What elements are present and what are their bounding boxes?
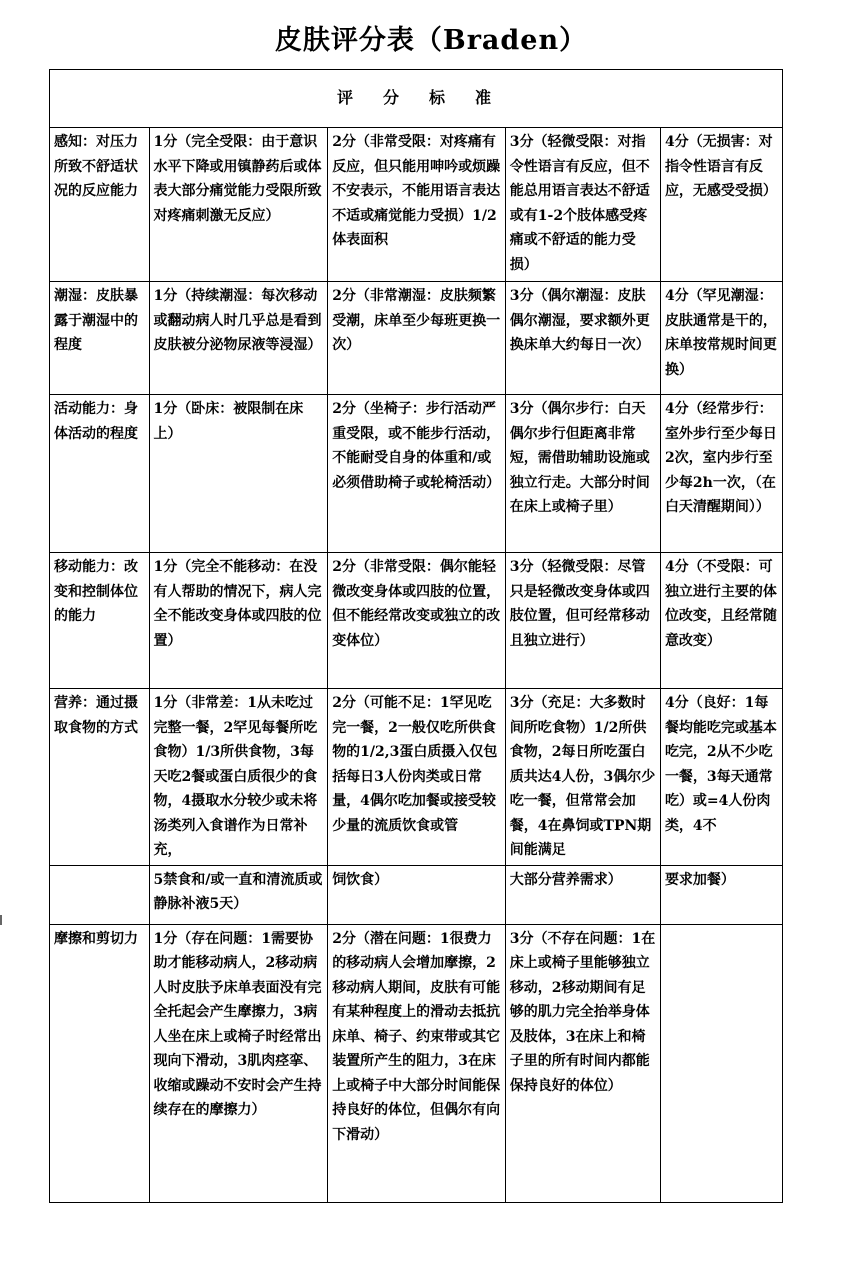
score-1-cell: 1分（完全不能移动：在没有人帮助的情况下，病人完全不能改变身体或四肢的位置） xyxy=(149,553,328,689)
table-row xyxy=(50,924,783,1202)
score-2-cell: 2分（可能不足：1罕见吃完一餐，2一般仅吃所供食物的1/2,3蛋白质摄入仅包括每日3人份肉类或日常量，4偶尔吃加餐或接受较少量的流质饮食或管 xyxy=(328,689,506,866)
row-category: 活动能力：身体活动的程度 xyxy=(50,395,150,553)
score-4-cell: 4分（经常步行：室外步行至少每日2次，室内步行至少每2h一次，（在白天清醒期间）） xyxy=(660,395,782,553)
table-row xyxy=(50,553,783,689)
margin-mark xyxy=(0,915,2,925)
score-3-cell: 3分（轻微受限：尽管只是轻微改变身体或四肢位置，但可经常移动且独立进行） xyxy=(505,553,660,689)
score-3-cell: 3分（不存在问题：1在床上或椅子里能够独立移动，2移动期间有足够的肌力完全抬举身体及肢体，3在床上和椅子里的所有时间内都能保持良好的体位） xyxy=(505,924,660,1202)
row-category: 摩擦和剪切力 xyxy=(50,924,150,1202)
score-4-cell xyxy=(660,924,782,1202)
score-1-cell: 5禁食和/或一直和清流质或静脉补液5天） xyxy=(149,865,328,924)
score-1-cell: 1分（非常差：1从未吃过完整一餐，2罕见每餐所吃食物）1/3所供食物，3每天吃2餐或蛋白质很少的食物，4摄取水分较少或未将汤类列入食谱作为日常补充， xyxy=(149,689,328,866)
table-row xyxy=(50,865,783,924)
score-4-cell: 4分（良好：1每餐均能吃完或基本吃完，2从不少吃一餐，3每天通常吃）或=4人份肉类，4不 xyxy=(660,689,782,866)
score-3-cell: 3分（轻微受限：对指令性语言有反应，但不能总用语言表达不舒适或有1-2个肢体感受疼痛或不舒适的能力受损） xyxy=(505,128,660,282)
score-3-cell: 大部分营养需求） xyxy=(505,865,660,924)
score-1-cell: 1分（完全受限：由于意识水平下降或用镇静药后或体表大部分痛觉能力受限所致对疼痛刺激无反应） xyxy=(149,128,328,282)
score-3-cell: 3分（偶尔潮湿：皮肤偶尔潮湿，要求额外更换床单大约每日一次） xyxy=(505,282,660,395)
row-category: 营养：通过摄取食物的方式 xyxy=(50,689,150,866)
table-row xyxy=(50,689,783,866)
score-1-cell: 1分（卧床：被限制在床上） xyxy=(149,395,328,553)
score-2-cell: 2分（非常潮湿：皮肤频繁受潮，床单至少每班更换一次） xyxy=(328,282,506,395)
row-category: 潮湿：皮肤暴露于潮湿中的程度 xyxy=(50,282,150,395)
score-4-cell: 4分（无损害：对指令性语言有反应，无感受受损） xyxy=(660,128,782,282)
score-1-cell: 1分（存在问题：1需要协助才能移动病人，2移动病人时皮肤予床单表面没有完全托起会产生摩擦力，3病人坐在床上或椅子时经常出现向下滑动，3肌肉痉挛、收缩或躁动不安时会产生持续存在的摩擦力） xyxy=(149,924,328,1202)
score-2-cell: 2分（潜在问题：1很费力的移动病人会增加摩擦，2移动病人期间，皮肤有可能有某种程度上的滑动去抵抗床单、椅子、约束带或其它装置所产生的阻力，3在床上或椅子中大部分时间能保持良好的体位，但偶尔有向下滑动） xyxy=(328,924,506,1202)
score-4-cell: 要求加餐） xyxy=(660,865,782,924)
score-4-cell: 4分（不受限：可独立进行主要的体位改变，且经常随意改变） xyxy=(660,553,782,689)
row-category: 感知：对压力所致不舒适状况的反应能力 xyxy=(50,128,150,282)
score-3-cell: 3分（偶尔步行：白天偶尔步行但距离非常短，需借助辅助设施或独立行走。大部分时间在床上或椅子里） xyxy=(505,395,660,553)
row-category xyxy=(50,865,150,924)
score-3-cell: 3分（充足：大多数时间所吃食物）1/2所供食物，2每日所吃蛋白质共达4人份，3偶尔少吃一餐，但常常会加餐，4在鼻饲或TPN期间能满足 xyxy=(505,689,660,866)
header-row xyxy=(50,70,783,128)
braden-table xyxy=(49,69,783,1203)
score-2-cell: 2分（坐椅子：步行活动严重受限，或不能步行活动，不能耐受自身的体重和/或必须借助椅子或轮椅活动） xyxy=(328,395,506,553)
table-header: 评分标准 xyxy=(50,70,783,128)
score-4-cell: 4分（罕见潮湿：皮肤通常是干的，床单按常规时间更换） xyxy=(660,282,782,395)
score-2-cell: 2分（非常受限：对疼痛有反应，但只能用呻吟或烦躁不安表示，不能用语言表达不适或痛觉能力受损）1/2体表面积 xyxy=(328,128,506,282)
score-1-cell: 1分（持续潮湿：每次移动或翻动病人时几乎总是看到皮肤被分泌物尿液等浸湿） xyxy=(149,282,328,395)
table-row xyxy=(50,395,783,553)
table-row xyxy=(50,128,783,282)
row-category: 移动能力：改变和控制体位的能力 xyxy=(50,553,150,689)
score-2-cell: 饲饮食） xyxy=(328,865,506,924)
page-title: 皮肤评分表（Braden） xyxy=(274,25,588,56)
table-row xyxy=(50,282,783,395)
score-2-cell: 2分（非常受限：偶尔能轻微改变身体或四肢的位置，但不能经常改变或独立的改变体位） xyxy=(328,553,506,689)
